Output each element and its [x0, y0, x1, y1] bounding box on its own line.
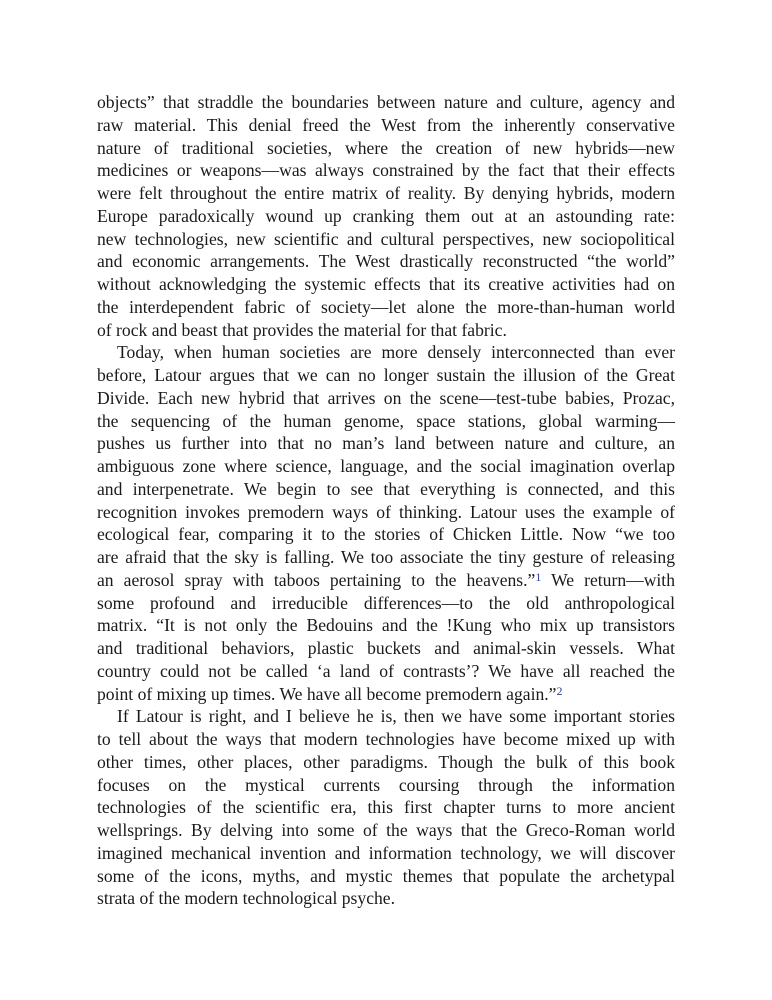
text-line	[97, 319, 675, 342]
line-text: wellsprings. By delving into some of the ways that the Greco-Roman world	[97, 820, 675, 840]
line-text: and economic arrangements. The West drastically reconstructed “the world”	[97, 251, 675, 272]
text-line	[97, 546, 675, 569]
line-text: country could not be called ‘a land of contrasts’? We have all reached the	[97, 660, 675, 681]
text-line	[97, 250, 675, 273]
text-line	[97, 728, 675, 751]
text-line	[97, 774, 675, 797]
text-line	[97, 751, 675, 774]
line-text: raw material. This denial freed the West from the inherently conservative	[97, 114, 675, 135]
text-line	[97, 614, 675, 637]
line-text: the sequencing of the human genome, space stations, global warming—	[97, 410, 675, 431]
line-text: imagined mechanical invention and information technology, we will discover	[97, 842, 675, 863]
text-line	[97, 182, 675, 205]
line-text: and interpenetrate. We begin to see that everything is connected, and this	[97, 478, 675, 499]
line-text: new technologies, new scientific and cultural perspectives, new sociopolitical	[97, 228, 675, 249]
text-line	[97, 432, 675, 455]
line-text: Europe paradoxically wound up cranking them out at an astounding rate:	[97, 205, 675, 226]
text-line	[97, 228, 675, 251]
text-line	[97, 114, 675, 137]
text-line	[97, 137, 675, 160]
line-text: before, Latour argues that we can no longer sustain the illusion of the Great	[97, 365, 675, 385]
text-line	[97, 91, 675, 114]
text-line	[97, 887, 675, 910]
line-text: were felt throughout the entire matrix of reality. By denying hybrids, modern	[97, 183, 675, 203]
footnote-marker[interactable]: 2	[556, 683, 563, 698]
line-text: technologies of the scientific era, this first chapter turns to more ancient	[97, 797, 675, 818]
line-text: objects” that straddle the boundaries between nature and culture, agency and	[97, 92, 675, 112]
line-text: of rock and beast that provides the material for that fabric.	[97, 319, 507, 340]
paragraph-1	[97, 91, 675, 341]
text-line	[97, 819, 675, 842]
text-line	[97, 296, 675, 319]
line-text: recognition invokes premodern ways of thinking. Latour uses the example of	[97, 501, 675, 522]
line-text: without acknowledging the systemic effects that its creative activities had on	[97, 274, 675, 294]
text-line	[97, 387, 675, 410]
line-text: some of the icons, myths, and mystic themes that populate the archetypal	[97, 865, 675, 886]
line-text: medicines or weapons—was always constrained by the fact that their effects	[97, 160, 675, 181]
line-text: an aerosol spray with taboos pertaining to the heavens.”	[97, 569, 536, 590]
text-line	[97, 842, 675, 865]
text-line	[97, 660, 675, 683]
text-line	[97, 273, 675, 296]
line-text: focuses on the mystical currents coursing through the information	[97, 774, 675, 795]
footnote-marker[interactable]: 1	[535, 569, 542, 584]
line-text: some profound and irreducible differences—to the old anthropological	[97, 592, 675, 613]
line-text: and traditional behaviors, plastic buckets and animal-skin vessels. What	[97, 638, 675, 658]
text-line	[97, 796, 675, 819]
text-line	[97, 501, 675, 524]
paragraph-2	[97, 341, 675, 705]
line-text: matrix. “It is not only the Bedouins and the !Kung who mix up transistors	[97, 615, 675, 636]
line-text: other times, other places, other paradigms. Though the bulk of this book	[97, 751, 675, 772]
text-line	[97, 410, 675, 433]
line-text: ecological fear, comparing it to the stories of Chicken Little. Now “we too	[97, 524, 675, 545]
line-text: are afraid that the sky is falling. We too associate the tiny gesture of releasing	[97, 547, 675, 567]
line-text: ambiguous zone where science, language, and the social imagination overlap	[97, 456, 675, 476]
text-line	[97, 592, 675, 615]
line-text: If Latour is right, and I believe he is, then we have some important stories	[117, 706, 675, 727]
line-text: point of mixing up times. We have all become premodern again.”	[97, 683, 557, 704]
text-line	[97, 705, 675, 728]
line-text: Today, when human societies are more densely interconnected than ever	[117, 342, 675, 363]
paragraph-3	[97, 705, 675, 910]
text-line	[97, 205, 675, 228]
text-line	[97, 683, 675, 706]
text-line	[97, 637, 675, 660]
text-line	[97, 159, 675, 182]
line-text: nature of traditional societies, where the creation of new hybrids—new	[97, 137, 675, 158]
text-line	[97, 569, 675, 592]
line-text: the interdependent fabric of society—let alone the more-than-human world	[97, 296, 675, 317]
text-line	[97, 478, 675, 501]
page-body	[97, 91, 675, 910]
line-text: Divide. Each new hybrid that arrives on the scene—test-tube babies, Prozac,	[97, 387, 675, 408]
line-text: pushes us further into that no man’s land between nature and culture, an	[97, 433, 675, 454]
text-line	[97, 455, 675, 478]
line-text-after-footnote: We return—with	[541, 569, 675, 590]
text-line	[97, 523, 675, 546]
text-line	[97, 341, 675, 364]
line-text: to tell about the ways that modern technologies have become mixed up with	[97, 729, 675, 749]
text-line	[97, 865, 675, 888]
line-text: strata of the modern technological psyche.	[97, 888, 396, 909]
text-line	[97, 364, 675, 387]
